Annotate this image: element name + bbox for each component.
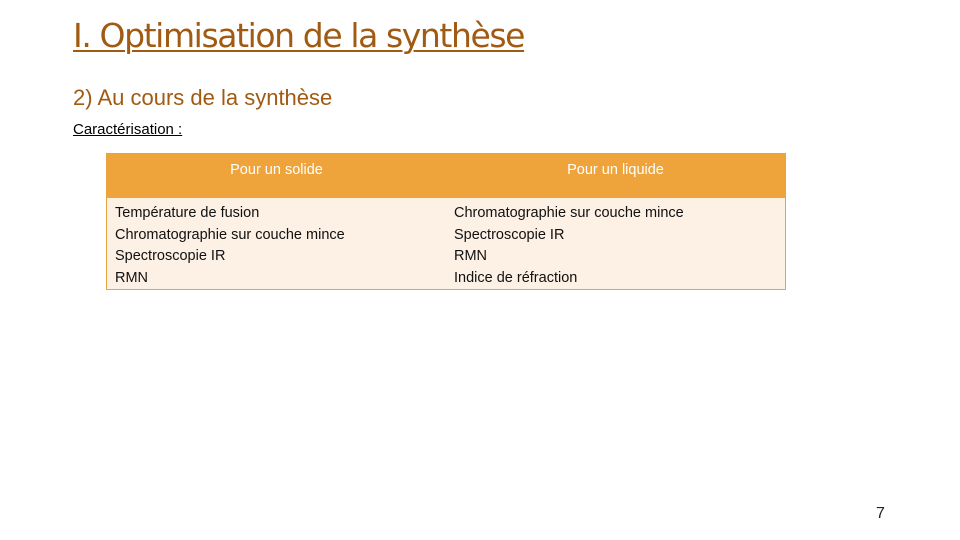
list-item: Chromatographie sur couche mince	[115, 226, 345, 243]
list-item: Indice de réfraction	[454, 269, 578, 286]
liquid-methods-cell	[446, 198, 785, 289]
section-subtitle: 2) Au cours de la synthèse	[73, 85, 333, 110]
solid-methods-cell	[107, 198, 446, 289]
table-row	[107, 198, 785, 289]
list-item: RMN	[454, 248, 488, 264]
page-number: 7	[876, 505, 885, 522]
characterization-label: Caractérisation :	[73, 121, 183, 138]
header-liquid: Pour un liquide	[567, 162, 664, 178]
list-item: Spectroscopie IR	[454, 226, 565, 243]
characterization-table	[106, 153, 786, 290]
list-item: Spectroscopie IR	[115, 248, 226, 264]
list-item: Chromatographie sur couche mince	[454, 205, 684, 221]
slide-title: I. Optimisation de la synthèse	[73, 16, 525, 55]
list-item: Température de fusion	[115, 205, 260, 221]
table-header-row	[107, 154, 785, 198]
list-item: RMN	[115, 269, 149, 286]
header-solid: Pour un solide	[230, 162, 323, 178]
